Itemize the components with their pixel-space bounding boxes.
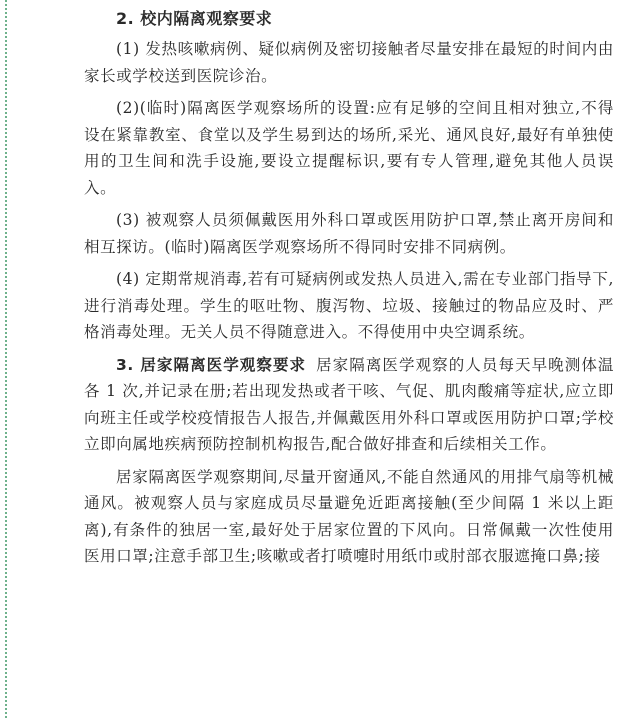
section-3-heading: 3. 居家隔离医学观察要求 — [116, 355, 307, 374]
section-2-item-2: (2)(临时)隔离医学观察场所的设置:应有足够的空间且相对独立,不得设在紧靠教室、食堂以及学生易到达的场所,采光、通风良好,最好有单独使用的卫生间和洗手设施,要设立提醒标识,要有专人管理,避免其他人员误入。 — [84, 99, 614, 197]
document-page — [84, 6, 614, 576]
margin-dotted-rule — [5, 0, 7, 718]
section-3-paragraph-1 — [84, 352, 614, 458]
section-2-item-3: (3) 被观察人员须佩戴医用外科口罩或医用防护口罩,禁止离开房间和相互探访。(临时)隔离医学观察场所不得同时安排不同病例。 — [84, 211, 614, 256]
section-2-heading: 2. 校内隔离观察要求 — [116, 9, 273, 28]
section-2-item-1: (1) 发热咳嗽病例、疑似病例及密切接触者尽量安排在最短的时间内由家长或学校送到医院诊治。 — [84, 40, 614, 85]
section-3-paragraph-2: 居家隔离医学观察期间,尽量开窗通风,不能自然通风的用排气扇等机械通风。被观察人员与家庭成员尽量避免近距离接触(至少间隔 1 米以上距离),有条件的独居一室,最好处于居家位置的下风向。日常佩戴一次性使用医用口罩;注意手部卫生;咳嗽或者打喷嚏时用纸巾或肘部衣服遮掩口鼻;接 — [84, 467, 614, 565]
section-2-item-4: (4) 定期常规消毒,若有可疑病例或发热人员进入,需在专业部门指导下,进行消毒处理。学生的呕吐物、腹泻物、垃圾、接触过的物品应及时、严格消毒处理。无关人员不得随意进入。不得使用中央空调系统。 — [84, 270, 614, 341]
section-3-lead-text: 居家隔离医学观察的人员每天早晚测体温各 1 次,并记录在册;若出现发热或者干咳、气促、肌肉酸痛等症状,应立即向班主任或学校疫情报告人报告,并佩戴医用外科口罩或医用防护口罩;学校立即向属地疾病预防控制机构报告,配合做好排查和后续相关工作。 — [84, 355, 614, 453]
